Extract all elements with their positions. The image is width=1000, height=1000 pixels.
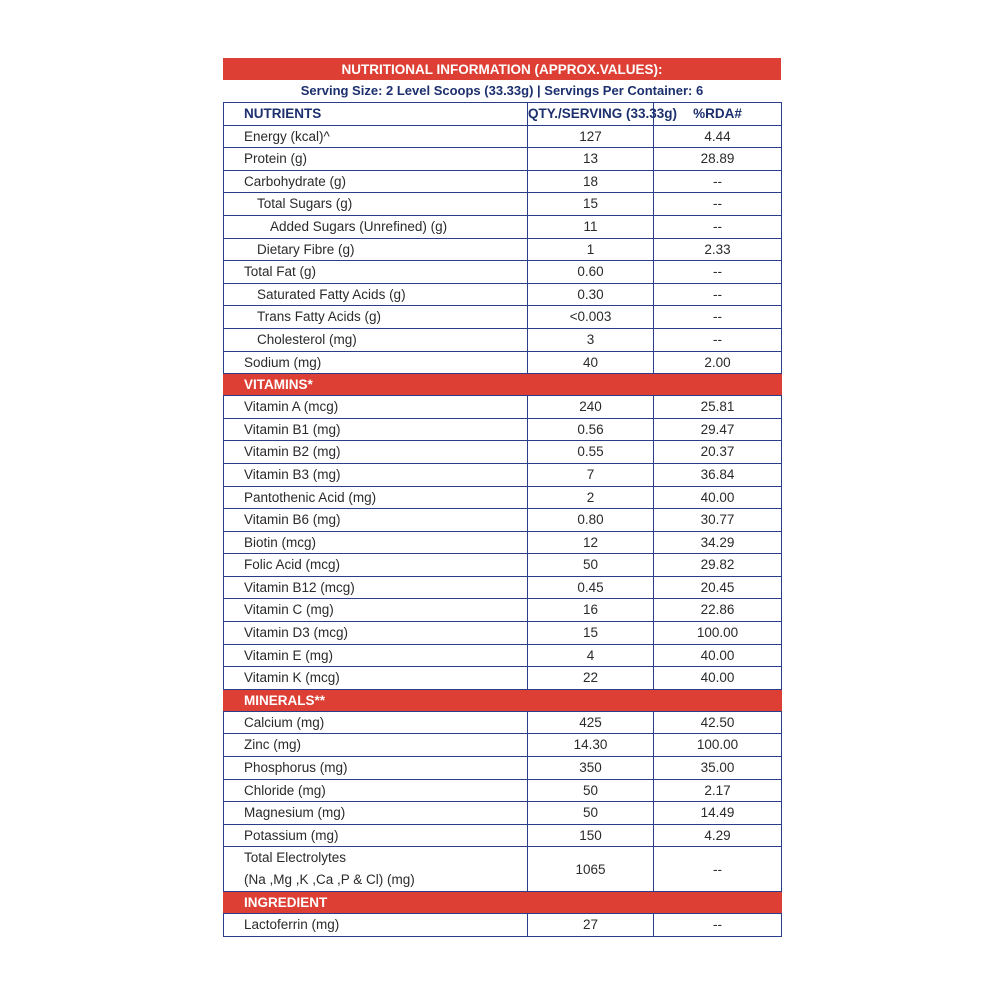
qty-value: 40 bbox=[528, 351, 654, 374]
rda-value: 4.44 bbox=[654, 125, 782, 148]
qty-value: 3 bbox=[528, 328, 654, 351]
rda-value: -- bbox=[654, 914, 782, 937]
qty-value: 15 bbox=[528, 622, 654, 645]
nutrient-name: Vitamin D3 (mcg) bbox=[224, 622, 528, 645]
rda-value: 4.29 bbox=[654, 824, 782, 847]
qty-value: 12 bbox=[528, 531, 654, 554]
qty-value: 11 bbox=[528, 215, 654, 238]
nutrient-name: Lactoferrin (mg) bbox=[224, 914, 528, 937]
nutrition-panel bbox=[223, 58, 781, 937]
nutrient-name: Vitamin C (mg) bbox=[224, 599, 528, 622]
rda-value: 34.29 bbox=[654, 531, 782, 554]
qty-value: 15 bbox=[528, 193, 654, 216]
rda-value: 40.00 bbox=[654, 667, 782, 690]
rda-value: 36.84 bbox=[654, 463, 782, 486]
table-row bbox=[224, 463, 782, 486]
table-row bbox=[224, 125, 782, 148]
table-row bbox=[224, 914, 782, 937]
rda-value: 2.17 bbox=[654, 779, 782, 802]
qty-value: 14.30 bbox=[528, 734, 654, 757]
electrolytes-line2: (Na ,Mg ,K ,Ca ,P & Cl) (mg) bbox=[244, 872, 415, 888]
rda-value: 20.45 bbox=[654, 576, 782, 599]
ingredient-section-header bbox=[224, 892, 782, 914]
nutrition-table bbox=[223, 102, 782, 937]
nutrient-name: Vitamin B2 (mg) bbox=[224, 441, 528, 464]
table-row bbox=[224, 531, 782, 554]
qty-value: 50 bbox=[528, 779, 654, 802]
table-row bbox=[224, 779, 782, 802]
table-row bbox=[224, 509, 782, 532]
nutrient-name: Vitamin B3 (mg) bbox=[224, 463, 528, 486]
header-row bbox=[224, 103, 782, 126]
qty-value: 22 bbox=[528, 667, 654, 690]
table-row bbox=[224, 148, 782, 171]
nutrient-name: Potassium (mg) bbox=[224, 824, 528, 847]
table-row bbox=[224, 486, 782, 509]
table-row bbox=[224, 328, 782, 351]
nutrient-name: Saturated Fatty Acids (g) bbox=[224, 283, 528, 306]
qty-header: QTY./SERVING (33.33g) bbox=[528, 103, 654, 126]
table-row bbox=[224, 599, 782, 622]
nutrient-name: Vitamin B12 (mcg) bbox=[224, 576, 528, 599]
nutrient-name: Carbohydrate (g) bbox=[224, 170, 528, 193]
table-row bbox=[224, 306, 782, 329]
nutrient-name: Dietary Fibre (g) bbox=[224, 238, 528, 261]
nutrient-name: Phosphorus (mg) bbox=[224, 757, 528, 780]
rda-value: 42.50 bbox=[654, 711, 782, 734]
table-row bbox=[224, 170, 782, 193]
rda-value: 35.00 bbox=[654, 757, 782, 780]
table-row bbox=[224, 441, 782, 464]
nutrient-name: Vitamin K (mcg) bbox=[224, 667, 528, 690]
table-row-electrolytes bbox=[224, 847, 782, 892]
qty-value: 50 bbox=[528, 802, 654, 825]
table-row bbox=[224, 644, 782, 667]
rda-value: 22.86 bbox=[654, 599, 782, 622]
rda-value: -- bbox=[654, 328, 782, 351]
section-label: INGREDIENT bbox=[224, 892, 782, 914]
rda-value: 100.00 bbox=[654, 622, 782, 645]
rda-value: -- bbox=[654, 193, 782, 216]
table-row bbox=[224, 554, 782, 577]
nutrient-name: Biotin (mcg) bbox=[224, 531, 528, 554]
rda-value: 40.00 bbox=[654, 486, 782, 509]
qty-value: 350 bbox=[528, 757, 654, 780]
table-row bbox=[224, 261, 782, 284]
qty-value: 1065 bbox=[528, 847, 654, 892]
table-row bbox=[224, 824, 782, 847]
table-row bbox=[224, 622, 782, 645]
table-row bbox=[224, 238, 782, 261]
nutrient-name: Sodium (mg) bbox=[224, 351, 528, 374]
nutrient-name: Added Sugars (Unrefined) (g) bbox=[224, 215, 528, 238]
qty-value: 127 bbox=[528, 125, 654, 148]
nutrient-name: Protein (g) bbox=[224, 148, 528, 171]
minerals-section-header bbox=[224, 689, 782, 711]
nutrient-name: Total Sugars (g) bbox=[224, 193, 528, 216]
section-label: VITAMINS* bbox=[224, 374, 782, 396]
nutrient-name: Cholesterol (mg) bbox=[224, 328, 528, 351]
table-row bbox=[224, 667, 782, 690]
qty-value: 0.55 bbox=[528, 441, 654, 464]
vitamins-section-header bbox=[224, 374, 782, 396]
nutrient-name: Folic Acid (mcg) bbox=[224, 554, 528, 577]
nutrient-name: Trans Fatty Acids (g) bbox=[224, 306, 528, 329]
table-row bbox=[224, 418, 782, 441]
qty-value: 18 bbox=[528, 170, 654, 193]
rda-value: 25.81 bbox=[654, 396, 782, 419]
qty-value: 4 bbox=[528, 644, 654, 667]
qty-value: 50 bbox=[528, 554, 654, 577]
rda-value: 2.33 bbox=[654, 238, 782, 261]
table-row bbox=[224, 576, 782, 599]
rda-value: 29.47 bbox=[654, 418, 782, 441]
rda-value: 40.00 bbox=[654, 644, 782, 667]
qty-value: 27 bbox=[528, 914, 654, 937]
table-row bbox=[224, 711, 782, 734]
qty-value: 1 bbox=[528, 238, 654, 261]
table-row bbox=[224, 283, 782, 306]
rda-value: 2.00 bbox=[654, 351, 782, 374]
nutrient-name: Vitamin A (mcg) bbox=[224, 396, 528, 419]
qty-value: 0.45 bbox=[528, 576, 654, 599]
nutrient-name: Vitamin B1 (mg) bbox=[224, 418, 528, 441]
table-row bbox=[224, 757, 782, 780]
qty-value: 2 bbox=[528, 486, 654, 509]
nutrient-name: Calcium (mg) bbox=[224, 711, 528, 734]
rda-value: 29.82 bbox=[654, 554, 782, 577]
table-row bbox=[224, 193, 782, 216]
rda-value: 30.77 bbox=[654, 509, 782, 532]
nutrient-name: Pantothenic Acid (mg) bbox=[224, 486, 528, 509]
rda-value: 28.89 bbox=[654, 148, 782, 171]
qty-value: 425 bbox=[528, 711, 654, 734]
table-row bbox=[224, 215, 782, 238]
qty-value: 0.56 bbox=[528, 418, 654, 441]
nutrient-name: Vitamin B6 (mg) bbox=[224, 509, 528, 532]
nutrient-name: Total Fat (g) bbox=[224, 261, 528, 284]
electrolytes-line1: Total Electrolytes bbox=[244, 850, 347, 866]
rda-value: 20.37 bbox=[654, 441, 782, 464]
rda-header: %RDA# bbox=[654, 103, 782, 126]
rda-value: -- bbox=[654, 170, 782, 193]
rda-value: -- bbox=[654, 283, 782, 306]
qty-value: 0.80 bbox=[528, 509, 654, 532]
qty-value: 240 bbox=[528, 396, 654, 419]
nutrient-name: Zinc (mg) bbox=[224, 734, 528, 757]
nutrient-name: Energy (kcal)^ bbox=[224, 125, 528, 148]
table-row bbox=[224, 351, 782, 374]
nutrient-name bbox=[224, 847, 528, 892]
qty-value: 150 bbox=[528, 824, 654, 847]
qty-value: 13 bbox=[528, 148, 654, 171]
qty-value: 16 bbox=[528, 599, 654, 622]
rda-value: 100.00 bbox=[654, 734, 782, 757]
nutrients-header: NUTRIENTS bbox=[224, 103, 528, 126]
nutrient-name: Chloride (mg) bbox=[224, 779, 528, 802]
rda-value: -- bbox=[654, 261, 782, 284]
rda-value: -- bbox=[654, 215, 782, 238]
table-row bbox=[224, 734, 782, 757]
serving-info: Serving Size: 2 Level Scoops (33.33g) | Servings Per Container: 6 bbox=[300, 83, 704, 98]
panel-title: NUTRITIONAL INFORMATION (APPROX.VALUES): bbox=[223, 58, 781, 80]
nutrient-name: Magnesium (mg) bbox=[224, 802, 528, 825]
table-row bbox=[224, 396, 782, 419]
qty-value: 0.30 bbox=[528, 283, 654, 306]
qty-value: 0.60 bbox=[528, 261, 654, 284]
nutrient-name: Vitamin E (mg) bbox=[224, 644, 528, 667]
rda-value: 14.49 bbox=[654, 802, 782, 825]
table-row bbox=[224, 802, 782, 825]
qty-value: <0.003 bbox=[528, 306, 654, 329]
rda-value: -- bbox=[654, 306, 782, 329]
qty-value: 7 bbox=[528, 463, 654, 486]
section-label: MINERALS** bbox=[224, 689, 782, 711]
rda-value: -- bbox=[654, 847, 782, 892]
